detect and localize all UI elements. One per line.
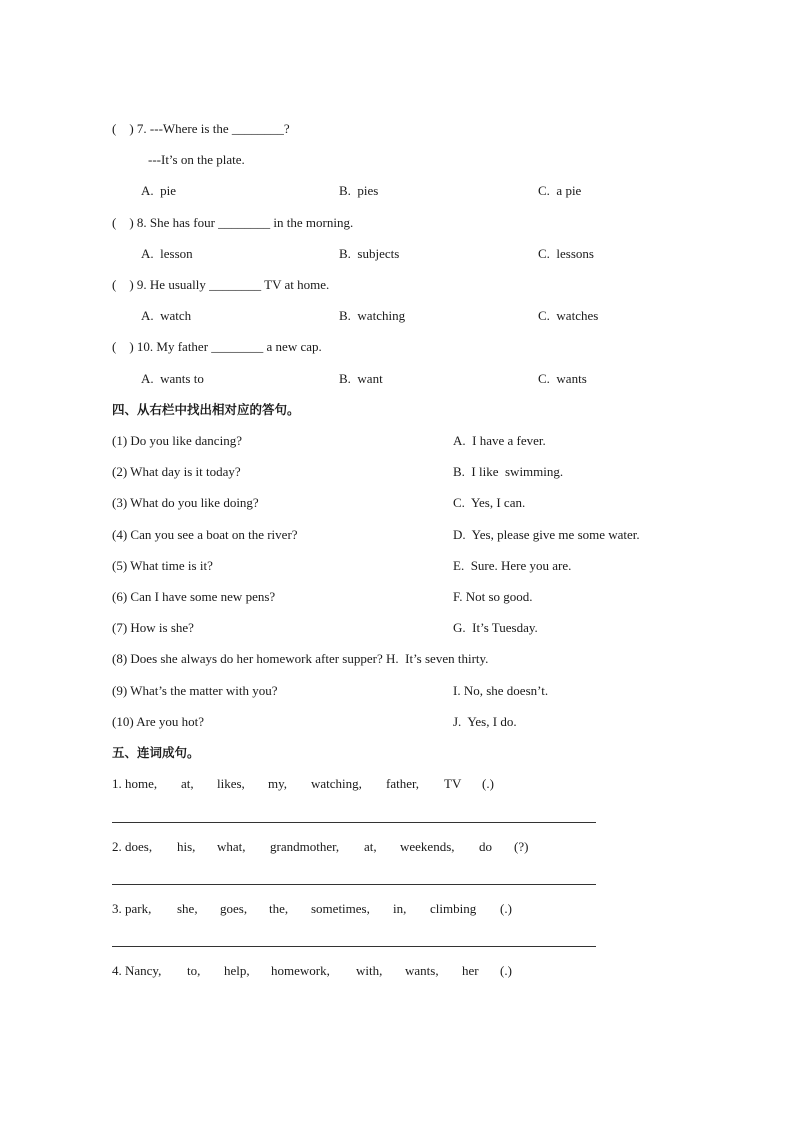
question-10-option-b: B. want [339, 371, 383, 386]
word-token: (.) [500, 963, 512, 978]
section-5-heading: 五、连词成句。 [112, 745, 200, 760]
word-token: (.) [482, 776, 494, 791]
question-8-stem: ( ) 8. She has four ________ in the morning. [112, 215, 354, 230]
word-token: what, [217, 839, 246, 854]
question-7-option-a: A. pie [141, 183, 177, 198]
word-token: (?) [514, 839, 529, 854]
word-token: wants, [405, 963, 439, 978]
match-question-3: (3) What do you like doing? [112, 495, 259, 510]
match-question-9: (9) What’s the matter with you? [112, 683, 278, 698]
question-9-option-b: B. watching [339, 308, 406, 323]
match-question-6: (6) Can I have some new pens? [112, 589, 276, 604]
question-8-option-c: C. lessons [538, 246, 594, 261]
match-answer-a: A. I have a fever. [453, 433, 546, 448]
match-answer-j: J. Yes, I do. [453, 714, 517, 729]
match-answer-d: D. Yes, please give me some water. [453, 527, 640, 542]
answer-line-2[interactable] [112, 884, 596, 885]
question-9-option-a: A. watch [141, 308, 192, 323]
match-answer-c: C. Yes, I can. [453, 495, 526, 510]
word-token: goes, [220, 901, 248, 916]
word-token: his, [177, 839, 196, 854]
word-token: father, [386, 776, 420, 791]
word-token: the, [269, 901, 289, 916]
match-question-8: (8) Does she always do her homework after supper? H. It’s seven thirty. [112, 651, 489, 666]
question-7-option-c: C. a pie [538, 183, 582, 198]
question-7-stem: ( ) 7. ---Where is the ________? [112, 121, 290, 136]
word-token: 2. does, [112, 839, 153, 854]
match-question-5: (5) What time is it? [112, 558, 213, 573]
question-10-stem: ( ) 10. My father ________ a new cap. [112, 339, 322, 354]
word-token: (.) [500, 901, 512, 916]
match-question-7: (7) How is she? [112, 620, 194, 635]
word-token: with, [356, 963, 383, 978]
question-7-option-b: B. pies [339, 183, 379, 198]
word-token: do [479, 839, 492, 854]
match-answer-b: B. I like swimming. [453, 464, 564, 479]
question-7-reply: ---It’s on the plate. [148, 152, 245, 167]
word-token: her [462, 963, 479, 978]
question-9-option-c: C. watches [538, 308, 599, 323]
question-8-option-b: B. subjects [339, 246, 400, 261]
match-answer-f: F. Not so good. [453, 589, 533, 604]
word-token: at, [364, 839, 377, 854]
word-token: likes, [217, 776, 245, 791]
match-question-2: (2) What day is it today? [112, 464, 241, 479]
match-answer-e: E. Sure. Here you are. [453, 558, 572, 573]
word-token: 4. Nancy, [112, 963, 162, 978]
match-question-10: (10) Are you hot? [112, 714, 205, 729]
question-10-option-c: C. wants [538, 371, 587, 386]
answer-line-3[interactable] [112, 946, 596, 947]
match-question-1: (1) Do you like dancing? [112, 433, 242, 448]
word-token: help, [224, 963, 250, 978]
word-token: weekends, [400, 839, 455, 854]
word-token: to, [187, 963, 201, 978]
word-token: homework, [271, 963, 330, 978]
word-token: she, [177, 901, 198, 916]
word-token: sometimes, [311, 901, 370, 916]
match-question-4: (4) Can you see a boat on the river? [112, 527, 298, 542]
word-token: TV [444, 776, 462, 791]
word-token: my, [268, 776, 288, 791]
word-token: 3. park, [112, 901, 152, 916]
word-token: 1. home, [112, 776, 158, 791]
word-token: watching, [311, 776, 362, 791]
word-token: grandmother, [270, 839, 340, 854]
word-token: at, [181, 776, 194, 791]
question-10-option-a: A. wants to [141, 371, 204, 386]
match-answer-g: G. It’s Tuesday. [453, 620, 538, 635]
word-token: climbing [430, 901, 477, 916]
word-token: in, [393, 901, 407, 916]
question-8-option-a: A. lesson [141, 246, 193, 261]
section-4-heading: 四、从右栏中找出相对应的答句。 [112, 402, 300, 417]
question-9-stem: ( ) 9. He usually ________ TV at home. [112, 277, 330, 292]
match-answer-i: I. No, she doesn’t. [453, 683, 549, 698]
answer-line-1[interactable] [112, 822, 596, 823]
